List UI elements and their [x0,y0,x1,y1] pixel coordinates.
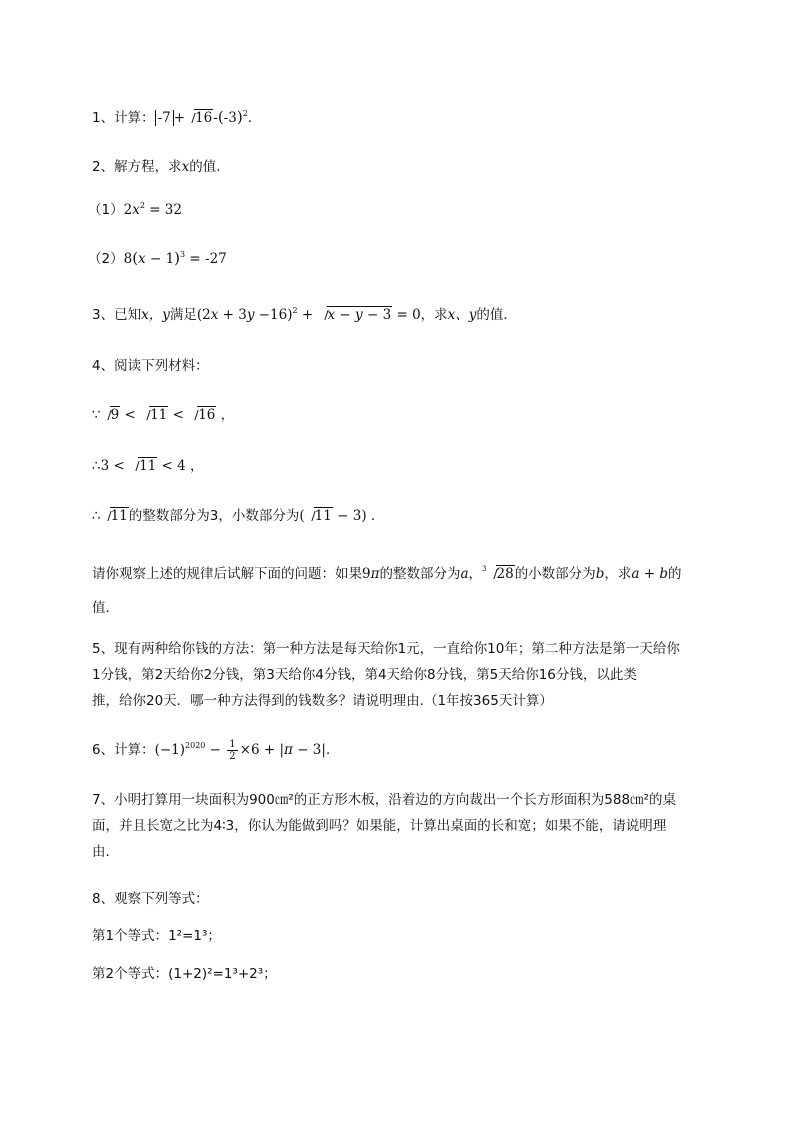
question-4-line-4: 请你观察上述的规律后试解下面的问题：如果9π的整数部分为a，$^3$ 28的小数部分为b，求a + b的 [92,565,682,582]
question-7-line-2: 面，并且长宽之比为4∶3，你认为能做到吗？如果能，计算出桌面的长和宽；如果不能，请说明理 [92,818,667,834]
question-1-expression: $-7 + 16-(-3)^2$ [155,110,248,126]
question-2-part-2: $(2)8(x - 1)^3 = -27$ [88,249,227,267]
question-8: 8、观察下列等式： [92,891,209,907]
equation-2-1: $2x^2 = 32$ [123,201,182,218]
question-4-line-3: ∴ 11的整数部分为3，小数部分为( 11 − 3) ． [92,508,385,524]
question-7-line-1: 7、小明打算用一块面积为900㎝²的正方形木板，沿着边的方向裁出一个长方形面积为588㎝²的桌 [92,792,676,808]
question-8-eq-2: 第2个等式：(1+2)²=1³+2³； [92,966,277,982]
question-4-line-2: ∴3 < 11 < 4 ， [92,458,204,474]
question-4: 4、阅读下列材料： [92,358,209,374]
question-5-line-3: 推，给你20天．哪一种方法得到的钱数多？请说明理由.（1年按365天计算） [92,693,553,709]
question-8-eq-1: 第1个等式：1²=1³； [92,928,221,944]
question-5-line-1: 5、现有两种给你钱的方法：第一种方法是每天给你1元，一直给你10年；第二种方法是第一天给你 [92,641,680,657]
question-1-label: 1、计算： [92,110,155,126]
question-3: 3、已知x，y满足$(2x + 3y -16)^2 + x - y - 3 = 0$，求x、y的值． [92,306,517,323]
question-4-line-1: ∵ 9 < 11 < 16 ， [92,407,235,423]
expression-6: $(-1)^{2020}$ − $\frac{1}{2}$ ×6 + |π − 3| [154,739,326,762]
question-2-part-1: $(1)2x^2 = 32$ [88,201,182,218]
equation-3: $(2x + 3y -16)^2 + x - y - 3 = 0$ [196,306,421,323]
question-6: 6、计算：$(-1)^{2020}$ − $\frac{1}{2}$ ×6 + |π − 3|． [92,739,340,762]
question-7-line-3: 由． [92,844,119,860]
question-5-line-2: 1分钱，第2天给你2分钱，第3天给你4分钱，第4天给你8分钱，第5天给你16分钱，以此类 [92,667,637,683]
question-2: 2、解方程，求x的值． [92,159,230,175]
equation-2-2: $8(x - 1)^3 = -27$ [123,249,227,267]
question-1: 1、计算： $-7 + 16-(-3)^2$． [92,108,262,126]
question-4-line-5: 值． [92,600,119,616]
